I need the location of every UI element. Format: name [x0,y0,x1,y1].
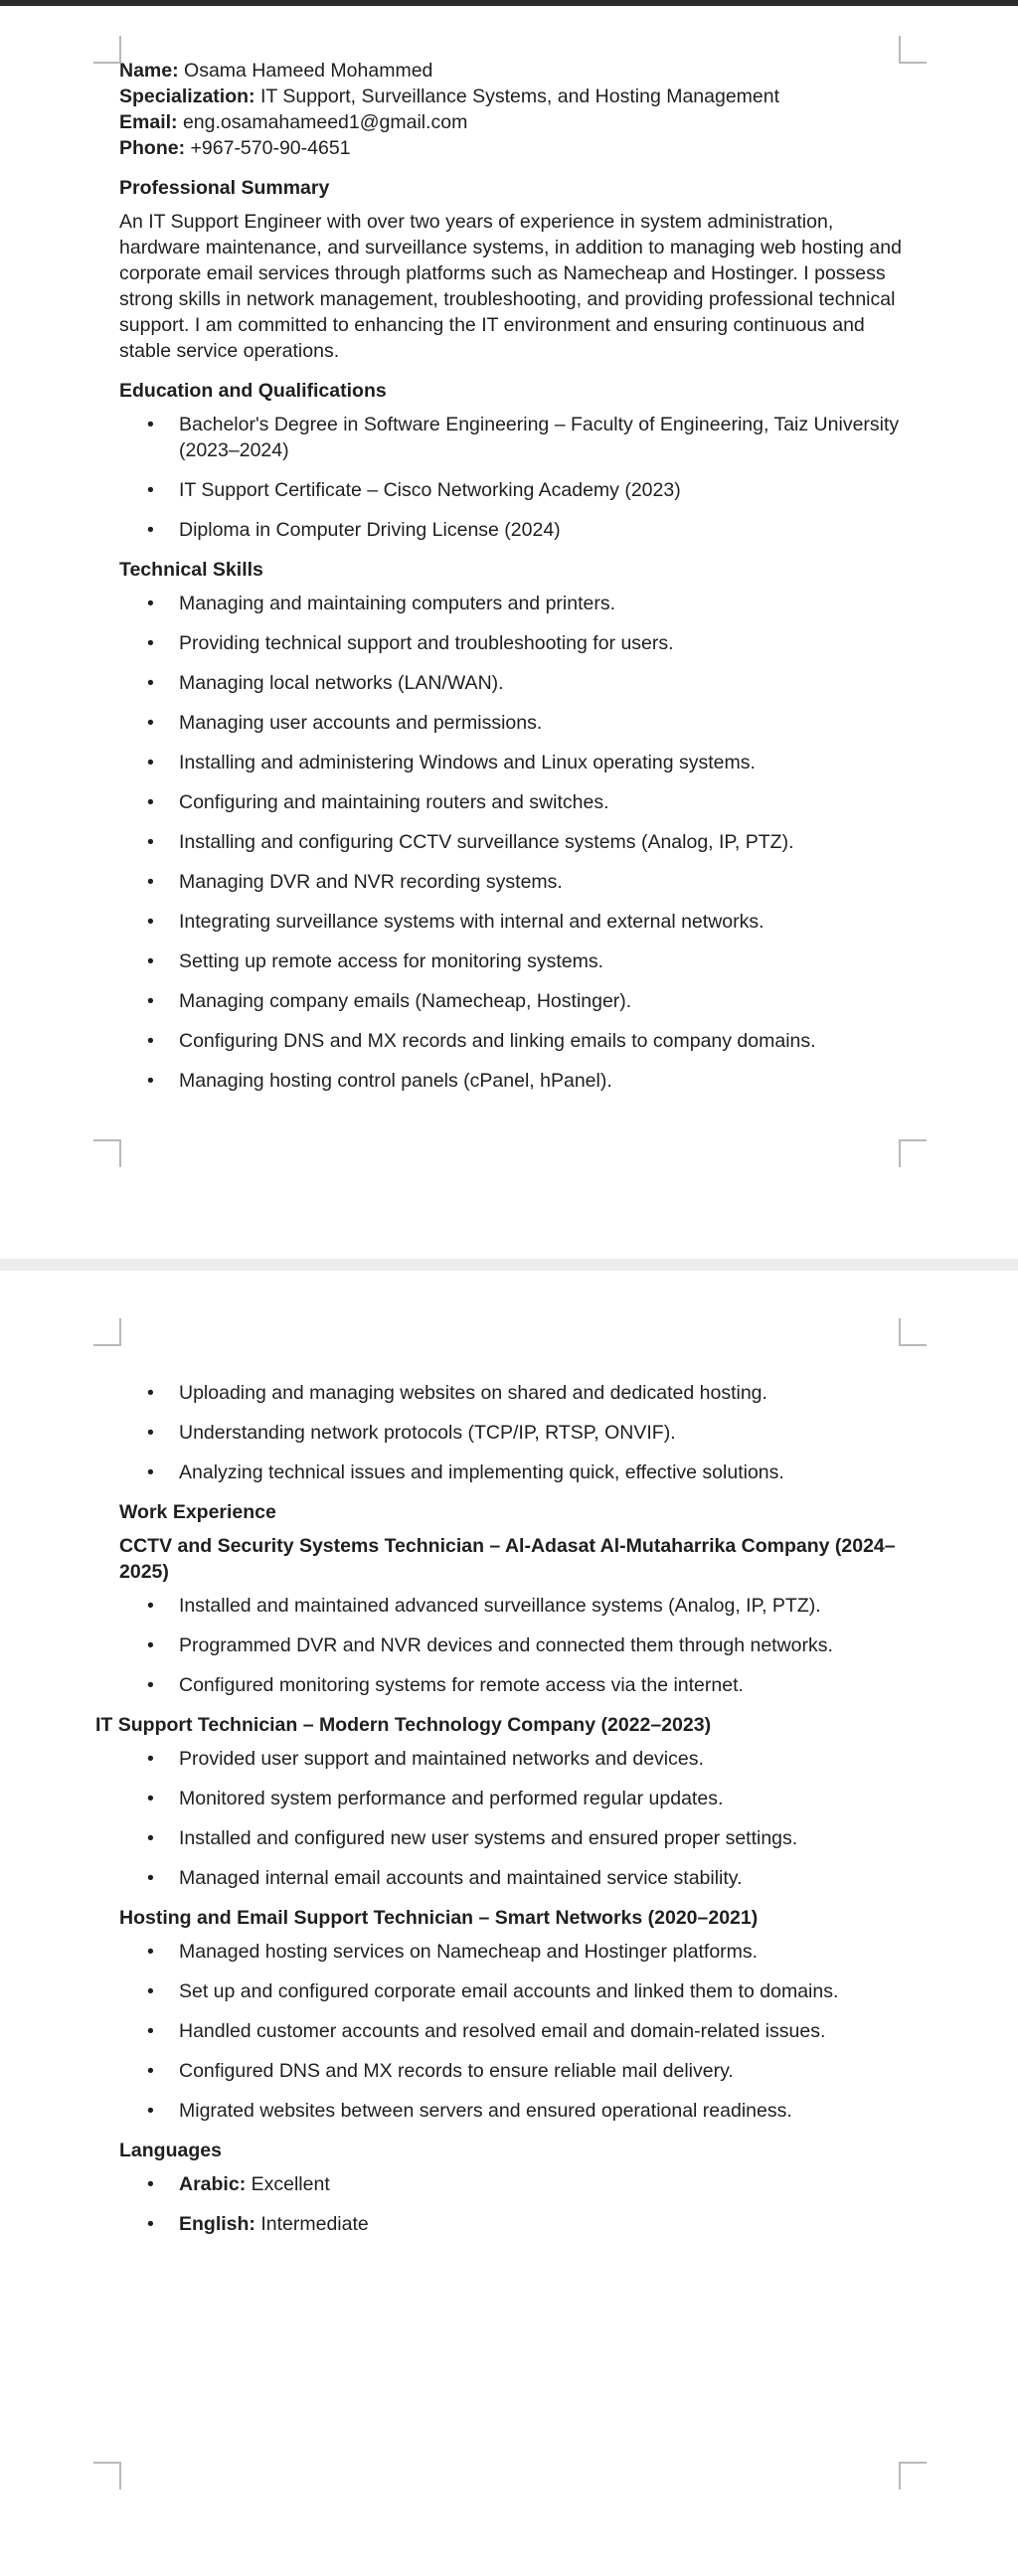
list-item [119,1786,915,1811]
list-item [119,1672,915,1698]
bullet-icon: • [147,1422,154,1444]
bullet-icon: • [147,593,154,614]
list-item [119,948,915,974]
list-item [119,630,915,656]
page-corner-mark [93,2462,121,2490]
specialization-line [119,84,915,109]
language-name: English: [179,2213,255,2235]
bullet-icon: • [147,791,154,813]
bullet-icon: • [147,1634,154,1656]
list-item [119,1380,915,1406]
language-level: Excellent [251,2173,330,2195]
list-item [119,1978,915,2004]
list-item [119,2171,915,2197]
list-item [119,1939,915,1965]
phone-line [119,135,915,161]
job-title: Hosting and Email Support Technician – Smart Networks (2020–2021) [119,1907,759,1929]
bullet-icon: • [147,519,154,541]
list-item [119,1746,915,1772]
list-item [119,1460,915,1485]
page-separator [0,1259,1018,1271]
list-item-text: Managing company emails (Namecheap, Hostinger). [179,990,632,1012]
list-item [119,988,915,1014]
skills-list-continued [119,1380,915,1485]
bullet-icon: • [147,752,154,773]
page-corner-mark [93,1318,121,1346]
bullet-icon: • [147,1070,154,1092]
list-item [119,1865,915,1891]
list-item [119,2018,915,2044]
name-line [119,58,915,84]
list-item-text: Managing and maintaining computers and printers. [179,593,616,614]
specialization-label: Specialization: [119,86,255,107]
phone-label: Phone: [119,137,186,159]
list-item [119,1420,915,1446]
list-item [119,829,915,855]
languages-heading: Languages [119,2140,222,2161]
bullet-icon: • [147,1382,154,1404]
experience-heading: Work Experience [119,1501,276,1523]
list-item [119,412,915,463]
bullet-icon: • [147,1748,154,1770]
email-value: eng.osamahameed1@gmail.com [182,111,468,133]
list-item-text: Monitored system performance and performed regular updates. [179,1788,724,1809]
education-list [119,412,915,543]
bullet-icon: • [147,831,154,853]
job-duties-list [119,1593,915,1698]
bullet-icon: • [147,911,154,933]
email-line [119,109,915,135]
list-item [119,2058,915,2084]
list-item-text: Installed and maintained advanced surveillance systems (Analog, IP, PTZ). [179,1595,821,1617]
list-item-text: Uploading and managing websites on shared and dedicated hosting. [179,1382,767,1404]
document-page-1 [0,6,1018,1259]
bullet-icon: • [147,2173,154,2195]
list-item-text: Analyzing technical issues and implementing quick, effective solutions. [179,1461,784,1483]
skills-heading: Technical Skills [119,559,263,581]
list-item-text: Diploma in Computer Driving License (2024) [179,519,561,541]
languages-list [119,2171,915,2237]
list-item [119,909,915,935]
page-2-content [95,1380,915,2251]
summary-heading: Professional Summary [119,177,330,199]
job-title: CCTV and Security Systems Technician – Al-Adasat Al-Mutaharrika Company (2024–2025) [119,1535,896,1583]
page-corner-mark [93,36,121,64]
list-item [119,591,915,616]
job-duties-list [119,1746,915,1891]
list-item-text: Set up and configured corporate email accounts and linked them to domains. [179,1980,839,2002]
bullet-icon: • [147,1867,154,1889]
list-item-text: Managed hosting services on Namecheap and Hostinger platforms. [179,1941,759,1963]
bullet-icon: • [147,2020,154,2042]
education-heading: Education and Qualifications [119,380,387,402]
bullet-icon: • [147,1788,154,1809]
list-item-text: Programmed DVR and NVR devices and connected them through networks. [179,1634,833,1656]
list-item [119,517,915,543]
list-item-text: Handled customer accounts and resolved email and domain-related issues. [179,2020,826,2042]
bullet-icon: • [147,1980,154,2002]
bullet-icon: • [147,414,154,435]
bullet-icon: • [147,672,154,694]
bullet-icon: • [147,2213,154,2235]
list-item-text: Bachelor's Degree in Software Engineering – Faculty of Engineering, Taiz University (2023–2024) [179,414,900,461]
list-item [119,2211,915,2237]
list-item-text: Integrating surveillance systems with internal and external networks. [179,911,764,933]
list-item-text: Providing technical support and troubleshooting for users. [179,632,674,654]
bullet-icon: • [147,479,154,501]
page-1-content [119,58,915,1108]
job-title: IT Support Technician – Modern Technology Company (2022–2023) [95,1714,712,1736]
language-level: Intermediate [260,2213,369,2235]
language-name: Arabic: [179,2173,247,2195]
list-item [119,1028,915,1054]
page-corner-mark [899,2462,927,2490]
list-item-text: Managing user accounts and permissions. [179,712,543,734]
list-item-text: Provided user support and maintained networks and devices. [179,1748,704,1770]
skills-list [119,591,915,1094]
bullet-icon: • [147,1941,154,1963]
list-item-text: Installing and administering Windows and Linux operating systems. [179,752,756,773]
bullet-icon: • [147,2060,154,2082]
list-item [119,1593,915,1619]
list-item [119,670,915,696]
list-item-text: Configured DNS and MX records to ensure reliable mail delivery. [179,2060,734,2082]
summary-text: An IT Support Engineer with over two years of experience in system administration, hardware maintenance, and surveillance systems, in addition to managing web hosting and corporate email services through platforms such as Namecheap and Hostinger. I possess strong skills in network management, troubleshooting, and providing professional technical support. I am committed to enhancing the IT environment and ensuring continuous and stable service operations. [119,211,902,362]
list-item-text: Understanding network protocols (TCP/IP, RTSP, ONVIF). [179,1422,676,1444]
list-item-text: Installing and configuring CCTV surveillance systems (Analog, IP, PTZ). [179,831,794,853]
list-item-text: Migrated websites between servers and ensured operational readiness. [179,2100,792,2122]
list-item [119,1068,915,1094]
list-item-text: Managing hosting control panels (cPanel, hPanel). [179,1070,612,1092]
bullet-icon: • [147,871,154,893]
list-item-text: Configuring DNS and MX records and linking emails to company domains. [179,1030,816,1052]
list-item-text: Installed and configured new user systems and ensured proper settings. [179,1827,798,1849]
list-item [119,789,915,815]
bullet-icon: • [147,2100,154,2122]
list-item [119,869,915,895]
bullet-icon: • [147,990,154,1012]
phone-value: +967-570-90-4651 [190,137,351,159]
list-item [119,2098,915,2124]
list-item-text: Configured monitoring systems for remote access via the internet. [179,1674,744,1696]
list-item [119,750,915,775]
list-item [119,1632,915,1658]
bullet-icon: • [147,632,154,654]
name-value: Osama Hameed Mohammed [184,60,433,82]
bullet-icon: • [147,712,154,734]
bullet-icon: • [147,1674,154,1696]
list-item-text: Setting up remote access for monitoring systems. [179,950,604,972]
list-item-text: Managed internal email accounts and maintained service stability. [179,1867,743,1889]
email-label: Email: [119,111,178,133]
list-item-text: Managing DVR and NVR recording systems. [179,871,563,893]
page-corner-mark [899,1318,927,1346]
specialization-value: IT Support, Surveillance Systems, and Hosting Management [259,86,780,107]
list-item [119,710,915,736]
list-item-text: IT Support Certificate – Cisco Networking Academy (2023) [179,479,681,501]
document-page-2 [0,1271,1018,2576]
bullet-icon: • [147,1827,154,1849]
bullet-icon: • [147,1030,154,1052]
bullet-icon: • [147,950,154,972]
list-item-text: Configuring and maintaining routers and switches. [179,791,609,813]
page-corner-mark [899,1139,927,1167]
list-item [119,477,915,503]
list-item [119,1825,915,1851]
bullet-icon: • [147,1595,154,1617]
bullet-icon: • [147,1461,154,1483]
list-item-text: Managing local networks (LAN/WAN). [179,672,504,694]
page-corner-mark [93,1139,121,1167]
name-label: Name: [119,60,179,82]
job-duties-list [119,1939,915,2124]
